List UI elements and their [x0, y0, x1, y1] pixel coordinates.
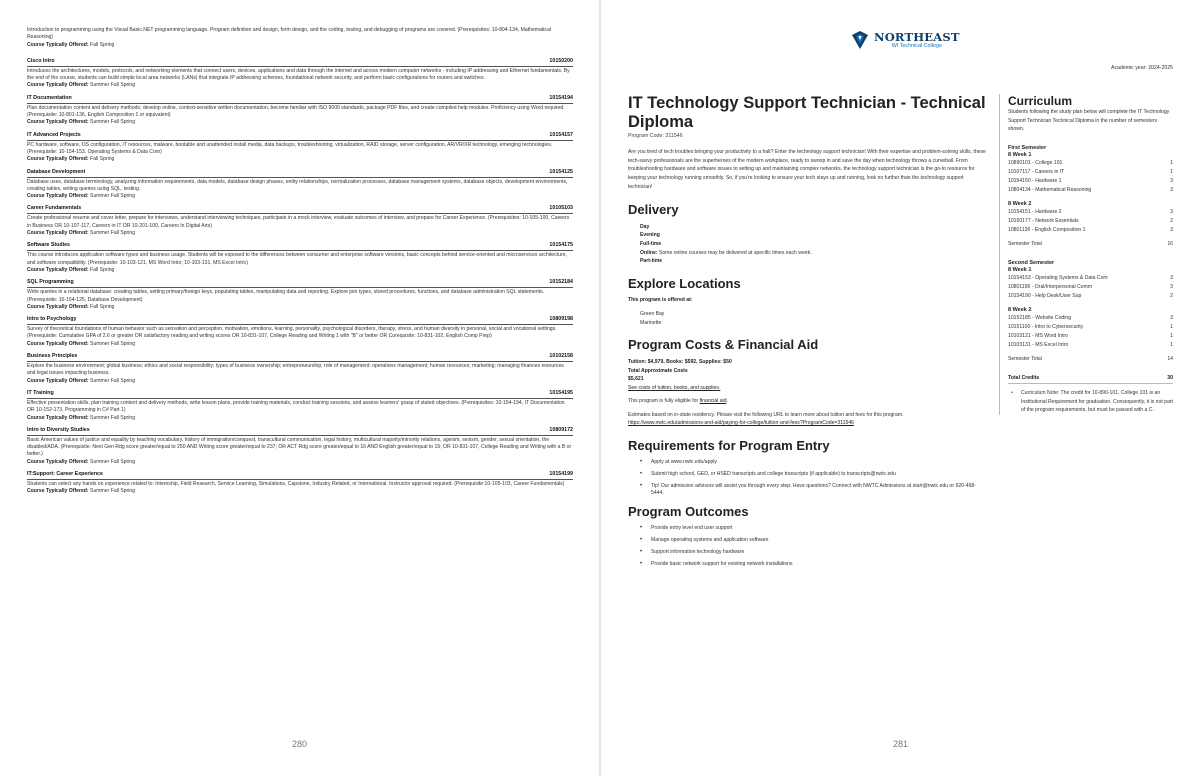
estimate-text: Estimates based on in-state residency. Please visit the following URL to learn more about tuition and fees for this program. — [628, 411, 904, 418]
course-offered: Course Typically Offered: Summer Fall Spring — [27, 458, 136, 465]
course-entry — [27, 132, 573, 164]
course-header — [27, 205, 573, 214]
course-title: IT:Support: Career Experience — [27, 470, 103, 477]
curriculum-course-credits: 3 — [1170, 284, 1173, 291]
course-offered: Course Typically Offered: Summer Fall Spring — [27, 119, 136, 126]
curriculum-course-name: 10890101 - College 101 — [1008, 160, 1063, 167]
course-offered: Course Typically Offered: Summer Fall Spring — [27, 230, 136, 237]
course-header — [27, 471, 573, 480]
requirement-item: • Tip! Our admission advisors will assist you through every step. Have questions? Connect with NWTC Admissions at start@nwtc.edu or 920-498-5444. — [640, 483, 988, 499]
course-title: Intro to Diversity Studies — [27, 426, 90, 433]
curriculum-course-row — [1008, 186, 1173, 195]
course-description: Basic American values of justice and equality by teaching vocabulary, history of immigration/conquest, transcultural communication, legal history, multicultural majority/minority relations, ageism, sexism, gender, sexual orientation, the disabled/ADA. (Prerequisite: Next Gen Rdg score greater/equal to 250 AND Writing score greater/equal to 237; OR ACT Rdg score greater/equal to 16 AND English greater/equal to 15; OR 10-831-107, College Reading and Writing with a B or better.) — [27, 436, 572, 458]
course-description: PC hardware, software, OS configuration, IT resources, malware, bootable and unattended install media, data backups, troubleshooting, virtualization, RAID storage, server configuration, AR/VR/XR technology, emerging technologies. (Prerequisite: 10-154-153, Operating Systems & Data Com) — [27, 141, 553, 155]
locations-heading: Explore Locations — [628, 276, 741, 292]
course-offered: Course Typically Offered: Summer Fall Spring — [27, 377, 136, 384]
see-costs-link[interactable]: See costs of tuition, books, and supplies. — [628, 384, 721, 391]
course-offered: Course Typically Offered: Fall Spring — [27, 266, 115, 273]
course-header — [27, 169, 573, 178]
course-list — [27, 27, 573, 501]
curriculum-course-credits: 3 — [1170, 275, 1173, 282]
course-title: IT Training — [27, 389, 54, 396]
course-title: IT Documentation — [27, 94, 72, 101]
week-block — [1008, 267, 1173, 301]
course-title: Cisco Intro — [27, 57, 55, 64]
program-main — [628, 94, 988, 572]
course-code: 10154195 — [549, 389, 573, 396]
location-item: Green Bay — [640, 311, 665, 318]
course-description: Create professional resume and cover letter, prepare for interviews, understand interviewing techniques, participate in a mock interview, evaluate outcomes of interview, and prepare for Career Experience. (Prerequisites: 10-105-100, Careers in Business OR 10-107-117, Careers in IT OR 10-201-100, Careers In Digital Arts) — [27, 215, 570, 229]
curriculum-course-name: 10150177 - Network Essentials — [1008, 218, 1079, 225]
course-offered: Course Typically Offered: Summer Fall Spring — [27, 193, 136, 200]
course-entry — [27, 427, 573, 466]
course-entry — [27, 242, 573, 274]
course-description: This course introduces application software types and business usage. Students will be exposed to the differences between consumer and enterprise software versions, basic concepts behind service-oriented and microservices architecture, and software compatibility. (Prerequisite: 10-103-121, MS Word Intro; 10-103-131, MS Excel Intro) — [27, 252, 567, 266]
curriculum-course-name: 10154190 - Help Desk/User Sup — [1008, 293, 1082, 300]
curriculum-course-credits: 2 — [1170, 218, 1173, 225]
curriculum-course-name: 10103131 - MS Excel Intro — [1008, 342, 1069, 349]
course-entry — [27, 279, 573, 311]
course-code: 10154199 — [549, 470, 573, 477]
total-credits: Total Credits 30 — [1008, 375, 1173, 384]
requirements-list — [628, 459, 988, 498]
course-offered: Course Typically Offered: Fall Spring — [27, 41, 115, 48]
curriculum-course-name: 10804134 - Mathematical Reasoning — [1008, 187, 1092, 194]
delivery-online: Online: Some online courses may be delivered at specific times each week. — [640, 249, 812, 256]
delivery-parttime: Part-time — [640, 258, 663, 265]
course-entry — [27, 169, 573, 201]
shield-logo-icon — [850, 30, 870, 50]
costs-total-label: Total Approximate Costs — [628, 367, 688, 374]
curriculum-course-credits: 3 — [1170, 227, 1173, 234]
course-entry — [27, 205, 573, 237]
semester-total: Semester Total 16 — [1008, 241, 1173, 248]
curriculum-course-name: 10151100 - Intro to Cybersecurity — [1008, 324, 1084, 331]
course-description: Explore the business environment; global business; ethics and social responsibility; types of business ownership; entrepreneurship; role of management: operations management; human resources; marketing; managing finances resources and legal issues impacting business. — [27, 363, 564, 377]
week-block — [1008, 201, 1173, 235]
semester-list — [1008, 145, 1173, 362]
curriculum-course-row — [1008, 217, 1173, 226]
course-header — [27, 242, 573, 251]
course-code: 10154194 — [549, 94, 573, 101]
curriculum-course-row — [1008, 314, 1173, 323]
curriculum-course-row — [1008, 159, 1173, 168]
course-code: 10154125 — [549, 168, 573, 175]
curriculum-course-credits: 1 — [1170, 160, 1173, 167]
course-title: Career Fundamentals — [27, 205, 82, 212]
college-logo — [850, 30, 960, 50]
course-entry — [27, 353, 573, 385]
course-title: SQL Programming — [27, 279, 74, 286]
semester-heading: First Semester — [1008, 145, 1047, 152]
program-code: Program Code: 311546 — [628, 133, 683, 139]
tuition-url-link[interactable]: https://www.nwtc.edu/admissions-and-aid/paying-for-college/tuition-and-fees?ProgramCode=311546 — [628, 420, 854, 427]
course-offered: Course Typically Offered: Fall Spring — [27, 156, 115, 163]
curriculum-course-credits: 1 — [1170, 169, 1173, 176]
week-heading: 8 Week 2 — [1008, 201, 1032, 208]
left-page — [0, 0, 599, 776]
curriculum-course-name: 10152185 - Website Coding — [1008, 315, 1072, 322]
curriculum-course-row — [1008, 274, 1173, 283]
week-block — [1008, 152, 1173, 195]
course-title: Software Studies — [27, 242, 70, 249]
page-number: 280 — [291, 739, 308, 749]
page-number: 281 — [892, 739, 909, 749]
curriculum-course-row — [1008, 341, 1173, 350]
curriculum-course-credits: 3 — [1170, 315, 1173, 322]
program-description: Are you tired of tech troubles bringing your productivity to a halt? Enter the technology support technician! With their expertise and problem-solving skills, these tech-savvy professionals are the superheroes of the modern workplace, ready to swoop in and save the day when technology throws a curveball. From troubleshooting hardware and software issues to setting up and maintaining complex networks, the technology support technician is the go-to resource for keeping your technology running smoothly. So, if you're looking to ensure your tech stays up and running, look no further than the technology support technician! — [628, 149, 986, 190]
costs-breakdown: Tuition: $4,979, Books: $592, Supplies: $50 — [628, 359, 732, 366]
locations-intro: This program is offered at: — [628, 297, 693, 304]
course-code: 10154157 — [549, 131, 573, 138]
semester-heading: Second Semester — [1008, 260, 1055, 267]
course-entry — [27, 390, 573, 422]
logo-name: NORTHEAST — [874, 30, 960, 44]
curriculum-course-credits: 3 — [1170, 187, 1173, 194]
curriculum-course-name: 10154153 - Operating Systems & Data Com — [1008, 275, 1108, 282]
costs-total-value: $5,621 — [628, 376, 644, 383]
curriculum-course-name: 10154151 - Hardware 2 — [1008, 209, 1062, 216]
course-header — [27, 132, 573, 141]
outcome-item: • Provide entry level end user support — [640, 525, 988, 533]
curriculum-course-row — [1008, 292, 1173, 301]
requirements-heading: Requirements for Program Entry — [628, 437, 830, 453]
course-header — [27, 316, 573, 325]
curriculum-course-credits: 3 — [1170, 178, 1173, 185]
course-description: Introduces the architectures, models, protocols, and networking elements that connect users, devices, applications and data through the internet and across modern computer networks - including IP addressing and Ethernet fundamentals. By the end of the course, students can build simple local area networks (LANs) that integrate IP addressing schemes, foundational network security, and perform basic configurations for routers and switches. — [27, 67, 570, 82]
curriculum-course-name: 10801136 - English Composition 1 — [1008, 227, 1086, 234]
curriculum-heading: Curriculum — [1008, 94, 1073, 108]
curriculum-course-row — [1008, 283, 1173, 292]
course-title: IT Advanced Projects — [27, 131, 81, 138]
course-code: 10102158 — [549, 353, 573, 360]
curriculum-course-credits: 1 — [1170, 324, 1173, 331]
course-entry — [27, 471, 573, 496]
curriculum-course-row — [1008, 332, 1173, 341]
outcome-item: • Manage operating systems and application software — [640, 537, 988, 545]
course-description: Database uses, database terminology, analyzing information requirements, data models, database design phases, entity relationships, normalization processes, database management systems, database objects, development environments, creating tables, writing queries using SQL, testing. — [27, 178, 568, 192]
course-code: 10105103 — [549, 205, 573, 212]
requirement-item: • Submit high school, GED, or HSED transcripts and college transcripts (if applicable) to transcripts@nwtc.edu — [640, 471, 988, 479]
course-code: 10152184 — [549, 279, 573, 286]
delivery-day: Day — [640, 223, 650, 230]
curriculum-course-name: 10103121 - MS Word Intro — [1008, 333, 1068, 340]
week-heading: 8 Week 1 — [1008, 152, 1032, 159]
outcomes-list — [628, 525, 988, 568]
course-description: Effective presentation skills, plan training content and delivery methods, write lesson plans, provide training materials, conduct training sessions, and assess learners' grasp of stated objectives. (Prerequisites: 10-154-194, IT Documentation OR 10-152-173, Programming in C# Part 1) — [27, 399, 565, 414]
semester-block — [1008, 145, 1173, 247]
curriculum-course-row — [1008, 208, 1173, 217]
course-description: Write queries in a relational database: creating tables, setting primary/foreign keys, populating tables, manipulating data and reporting. Explore join types, stored procedures, functions, and database administration SQL statements. (Prerequisite: 10-154-125, Database Development) — [27, 289, 545, 303]
course-offered: Course Typically Offered: Summer Fall Spring — [27, 82, 136, 89]
curriculum-course-credits: 1 — [1170, 342, 1173, 349]
course-offered: Course Typically Offered: Summer Fall Spring — [27, 414, 136, 421]
course-header — [27, 95, 573, 104]
costs-block — [628, 358, 988, 428]
course-entries — [27, 58, 573, 496]
curriculum-course-name: 10154150 - Hardware 1 — [1008, 178, 1062, 185]
course-title: Business Principles — [27, 353, 78, 360]
locations-list — [628, 310, 988, 327]
logo-subtitle: WI Technical College — [891, 43, 942, 49]
course-offered: Course Typically Offered: Summer Fall Spring — [27, 488, 136, 495]
course-entry — [27, 58, 573, 90]
curriculum-course-credits: 2 — [1170, 293, 1173, 300]
course-description: Introduction to programming using the Visual Basic.NET programming language. Program definition and design, form design, and the coding, testing, and debugging of programs are covered. (Prerequisites: 10-804-134, Mathematical Reasoning) — [27, 27, 551, 41]
curriculum-note — [1008, 389, 1173, 415]
course-title: Intro to Psychology — [27, 316, 77, 323]
delivery-list — [628, 223, 988, 267]
course-title: Database Development — [27, 168, 86, 175]
outcome-item: • Support information technology hardware — [640, 549, 988, 557]
course-code: 10150200 — [549, 57, 573, 64]
curriculum-sidebar — [999, 94, 1173, 415]
curriculum-note-item: • Curriculum Note: The credit for 10-890-101, College 101 is an Institutional Requirement for graduation. Consequently, it is not part of the program requirements, but must be passed with a C. — [1011, 389, 1173, 415]
course-header — [27, 353, 573, 362]
week-heading: 8 Week 1 — [1008, 267, 1032, 274]
course-offered: Course Typically Offered: Fall Spring — [27, 303, 115, 310]
curriculum-course-row — [1008, 226, 1173, 235]
delivery-heading: Delivery — [628, 201, 679, 217]
curriculum-course-row — [1008, 177, 1173, 186]
academic-year: Academic year: 2024-2025 — [1111, 65, 1173, 71]
course-description: Plan documentation content and delivery methods; develop online, context-sensitive written documentation, become familiar with ISO 9000 standards, package PDF files, and create compiled help modules. Proficiency using Word required. (Prerequisite: 10-801-136, English Composition 1 or equivalent) — [27, 104, 565, 119]
course-header — [27, 58, 573, 67]
week-heading: 8 Week 2 — [1008, 307, 1032, 314]
program-title: IT Technology Support Technician - Technical Diploma — [628, 94, 986, 131]
course-offered: Course Typically Offered: Summer Fall Spring — [27, 340, 136, 347]
course-description: Students can select any hands on experience related to: Internship, Field Research, Service Learning, Simulations, Capstone, Industry Related, or International. Instructor approval required. (Prerequisite:10-105-103, Career Fundamentals) — [27, 480, 565, 487]
delivery-evening: Evening — [640, 232, 660, 239]
course-header — [27, 427, 573, 436]
right-page — [601, 0, 1200, 776]
curriculum-intro: Students following the study plan below will complete the IT Technology Support Technician Technical Diploma in the number of semesters shown. — [1008, 109, 1170, 133]
week-block — [1008, 307, 1173, 350]
curriculum-course-name: 10107117 - Careers in IT — [1008, 169, 1065, 176]
course-code: 10809198 — [549, 316, 573, 323]
requirement-item: • Apply at www.nwtc.edu/apply — [640, 459, 988, 467]
curriculum-course-name: 10801196 - Oral/Interpersonal Comm — [1008, 284, 1092, 291]
semester-block — [1008, 260, 1173, 362]
financial-aid-link[interactable]: financial aid — [699, 398, 727, 405]
course-entry — [27, 95, 573, 127]
location-item: Marinette — [640, 319, 662, 326]
outcome-item: • Provide basic network support for existing network installations — [640, 561, 988, 569]
course-header — [27, 279, 573, 288]
course-header — [27, 390, 573, 399]
delivery-fulltime: Full-time — [640, 240, 662, 247]
outcomes-heading: Program Outcomes — [628, 504, 749, 520]
course-description: Survey of theoretical foundations of human behavior such as sensation and perception, motivation, emotions, learning, personality, psychological disorders, therapy, stress, and human diversity in personal, social and vocational settings. (Prerequisite: Cumulative GPA of 2.6 or greater OR satisfactory reading and writing scores OR 10-831-107, College Reading and Writing 1 with "B" or better OR Corequisite: 10-831-102, English Comp Prep) — [27, 326, 557, 340]
curriculum-course-row — [1008, 168, 1173, 177]
course-code: 10809172 — [549, 426, 573, 433]
curriculum-course-credits: 3 — [1170, 209, 1173, 216]
curriculum-course-row — [1008, 323, 1173, 332]
curriculum-course-credits: 1 — [1170, 333, 1173, 340]
costs-heading: Program Costs & Financial Aid — [628, 337, 819, 353]
course-code: 10154175 — [549, 242, 573, 249]
financial-aid-text: This program is fully eligible for financial aid. — [628, 398, 728, 405]
course-entry — [27, 316, 573, 348]
semester-total: Semester Total 14 — [1008, 356, 1173, 363]
